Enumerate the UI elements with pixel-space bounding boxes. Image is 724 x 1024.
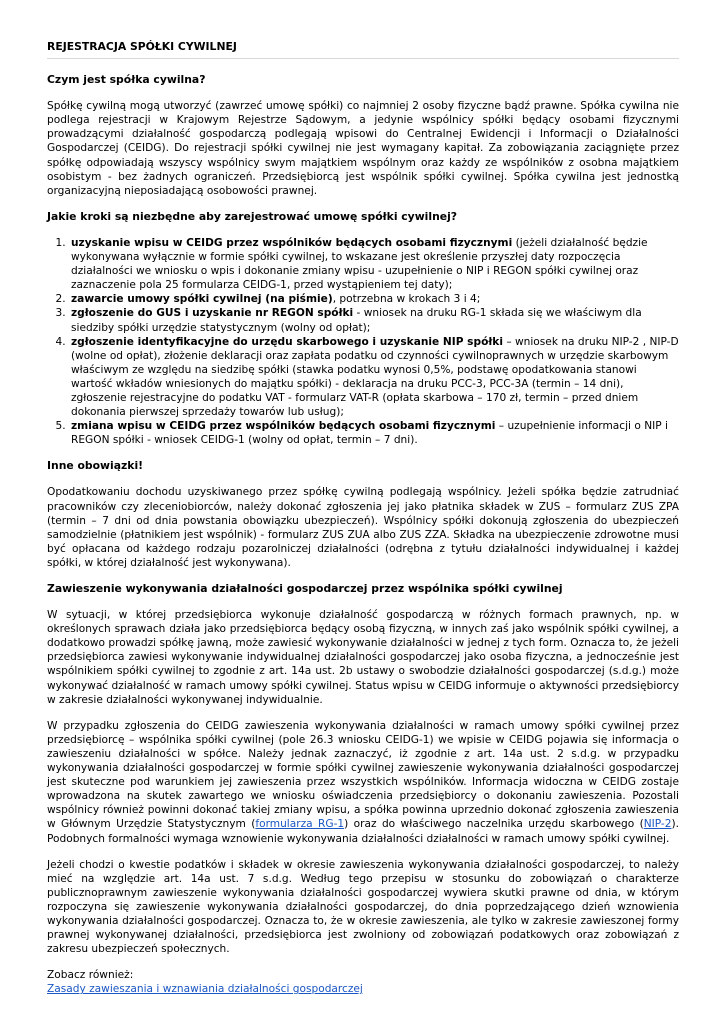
paragraph-definition: Spółkę cywilną mogą utworzyć (zawrzeć umowę spółki) co najmniej 2 osoby fizyczne bądź prawne. Spółka cywilna nie podlega rejestracji w Krajowym Rejestrze Sądowym, a jedynie wspólnicy spółki będący osobami fizycznymi prowadzącymi działalność gospodarczą podlegają wpisowi do Centralnej Ewidencji i Informacji o Działalności Gospodarczej (CEIDG). Do rejestracji spółki cywilnej nie jest wymagany kapitał. Za zobowiązania zaciągnięte przez spółkę odpowiadają wszyscy wspólnicy swym majątkiem wspólnym oraz każdy ze wspólników z osobna majątkiem osobistym - bez żadnych ograniczeń. Przedsiębiorcą jest wspólnik spółki cywilnej. Spółka cywilna jest jednostką organizacyjną nieposiadającą osobowości prawnej. xyxy=(47,100,679,197)
section-heading-steps: Jakie kroki są niezbędne aby zarejestrować umowę spółki cywilnej? xyxy=(47,209,458,223)
link-nip2[interactable]: NIP-2 xyxy=(643,818,672,831)
section-heading-what-is: Czym jest spółka cywilna? xyxy=(47,73,206,87)
link-formularz-rg1[interactable]: formularza RG-1 xyxy=(255,818,345,831)
list-item xyxy=(69,306,679,334)
step-title: zgłoszenie do GUS i uzyskanie nr REGON spółki xyxy=(71,307,354,320)
document-title: REJESTRACJA SPÓŁKI CYWILNEJ xyxy=(47,40,679,59)
see-also-label: Zobacz również: xyxy=(47,969,134,982)
see-also-link[interactable]: Zasady zawieszania i wznawiania działalności gospodarczej xyxy=(47,983,363,996)
text-segment: W przypadku zgłoszenia do CEIDG zawieszenia wykonywania działalności w ramach umowy spółki cywilnej przez przedsiębiorcę – wspólnika spółki cywilnej (pole 26.3 wniosku CEIDG-1) we wpisie w CEIDG pojawia się informacja o zawieszeniu działalności w spółce. Należy jednak zaznaczyć, iż zgodnie z art. 14a ust. 2 s.d.g. w przypadku wykonywania działalności gospodarczej w formie spółki cywilnej zawieszenie wykonywania działalności gospodarczej jest skuteczne pod warunkiem jej zawieszenia przez wszystkich wspólników. Informacja widoczna w CEIDG zostaje wprowadzona na skutek zawartego we wniosku oświadczenia przedsiębiorcy o dokonaniu zawieszenia. Pozostali wspólnicy również powinni dokonać takiej zmiany wpisu, a spółka powinna uprzednio dokonać zgłoszenia zawieszenia w Głównym Urzędzie Statystycznym ( xyxy=(47,719,679,831)
text-segment: ) oraz do właściwego naczelnika urzędu skarbowego ( xyxy=(344,818,644,831)
list-item xyxy=(69,236,679,292)
steps-list xyxy=(47,236,679,447)
step-title: zawarcie umowy spółki cywilnej (na piśmie) xyxy=(71,293,333,306)
step-title: zgłoszenie identyfikacyjne do urzędu skarbowego i uzyskanie NIP spółki xyxy=(71,335,503,348)
paragraph-suspension-2 xyxy=(47,719,679,846)
list-item xyxy=(69,419,679,447)
paragraph-suspension-1: W sytuacji, w której przedsiębiorca wykonuje działalność gospodarczą w różnych formach prawnych, np. w określonych sprawach działa jako przedsiębiorca będący osobą fizyczną, w innych zaś jako wspólnik spółki cywilnej, a dodatkowo prowadzi spółkę jawną, może zawiesić wykonywanie działalności w jednej z tych form. Oznacza to, że jeżeli przedsiębiorca zawiesi wykonywanie indywidualnej działalności gospodarczej jako osoba fizyczna, a jednocześnie jest wspólnikiem spółki cywilnej to zgodnie z art. 14a ust. 2b ustawy o swobodzie działalności gospodarczej (s.d.g.) może wykonywać działalność w ramach umowy spółki cywilnej. Status wpisu w CEIDG informuje o aktywności przedsiębiorcy w zakresie działalności wykonywanej indywidualnie. xyxy=(47,609,679,706)
step-text: – uzupełnienie informacji o NIP i REGON spółki - wniosek CEIDG-1 (wolny od opłat, termin – 7 dni). xyxy=(71,420,668,447)
paragraph-other-duties: Opodatkowaniu dochodu uzyskiwanego przez spółkę cywilną podlegają wspólnicy. Jeżeli spółka będzie zatrudniać pracowników czy zleceniobiorców, należy dokonać zgłoszenia jej jako płatnika składek w ZUS – formularz ZUS ZPA (termin – 7 dni od dnia powstania obowiązku ubezpieczeń). Wspólnicy spółki dokonują zgłoszenia do ubezpieczeń samodzielnie (płatnikiem jest wspólnik) - formularz ZUS ZUA albo ZUS ZZA. Składka na ubezpieczenie zdrowotne musi być opłacana od każdego rodzaju pozarolniczej działalności (odrębna z tytułu działalności indywidualnej i każdej spółki, w której działalność jest wykonywana). xyxy=(47,486,679,569)
step-text: - wniosek na druku RG-1 składa się we właściwym dla siedziby spółki urzędzie statystycznym (wolny od opłat); xyxy=(71,307,642,334)
list-item xyxy=(69,292,679,306)
text-segment: ). Podobnych formalności wymaga wznowienie wykonywania działalności działalności w ramach umowy spółki cywilnej. xyxy=(47,818,680,845)
step-title: uzyskanie wpisu w CEIDG przez wspólników będących osobami fizycznymi xyxy=(71,236,513,249)
step-text: (jeżeli działalność będzie wykonywana wyłącznie w formie spółki cywilnej, to wskazane jest określenie przyszłej daty rozpoczęcia działalności we wniosku o wpis i dokonanie zmiany wpisu - uzupełnienie o NIP i REGON spółki cywilnej oraz zaznaczenie pola 25 formularza CEIDG-1, przed wystąpieniem tej daty); xyxy=(71,236,648,292)
step-text: , potrzebna w krokach 3 i 4; xyxy=(332,293,481,306)
document xyxy=(47,40,679,996)
paragraph-suspension-3: Jeżeli chodzi o kwestie podatków i składek w okresie zawieszenia wykonywania działalności gospodarczej, to należy mieć na względzie art. 14a ust. 7 s.d.g. Według tego przepisu w stosunku do zobowiązań o charakterze publicznoprawnym zawieszenie wykonywania działalności gospodarczej wywiera skutki prawne od dnia, w którym rozpoczyna się zawieszenie wykonywania działalności gospodarczej, do dnia poprzedzającego dzień wznowienia wykonywania działalności gospodarczej. Oznacza to, że w okresie zawieszenia, ale tylko w zakresie zawieszonej formy prawnej wykonywanej działalności, przedsiębiorca jest zwolniony od zobowiązań podatkowych oraz zobowiązań z zakresu ubezpieczeń społecznych. xyxy=(47,858,679,956)
step-title: zmiana wpisu w CEIDG przez wspólników będących osobami fizycznymi xyxy=(71,420,496,433)
section-heading-other-duties: Inne obowiązki! xyxy=(47,459,144,473)
list-item xyxy=(69,335,679,420)
step-text: – wniosek na druku NIP-2 , NIP-D (wolne od opłat), złożenie deklaracji oraz zapłata podatku od czynności cywilnoprawnych w urzędzie skarbowym właściwym ze względu na siedzibę spółki (stawka podatku wynosi 0,5%, podstawę opodatkowania stanowi wartość wkładów wniesionych do majątku spółki) - deklaracja na druku PCC-3, PCC-3A (termin – 14 dni), zgłoszenie rejestracyjne do podatku VAT - formularz VAT-R (opłata skarbowa – 170 zł, termin – przed dniem dokonania pierwszej sprzedaży towarów lub usług); xyxy=(71,335,679,419)
section-heading-suspension: Zawieszenie wykonywania działalności gospodarczej przez wspólnika spółki cywilnej xyxy=(47,582,563,595)
